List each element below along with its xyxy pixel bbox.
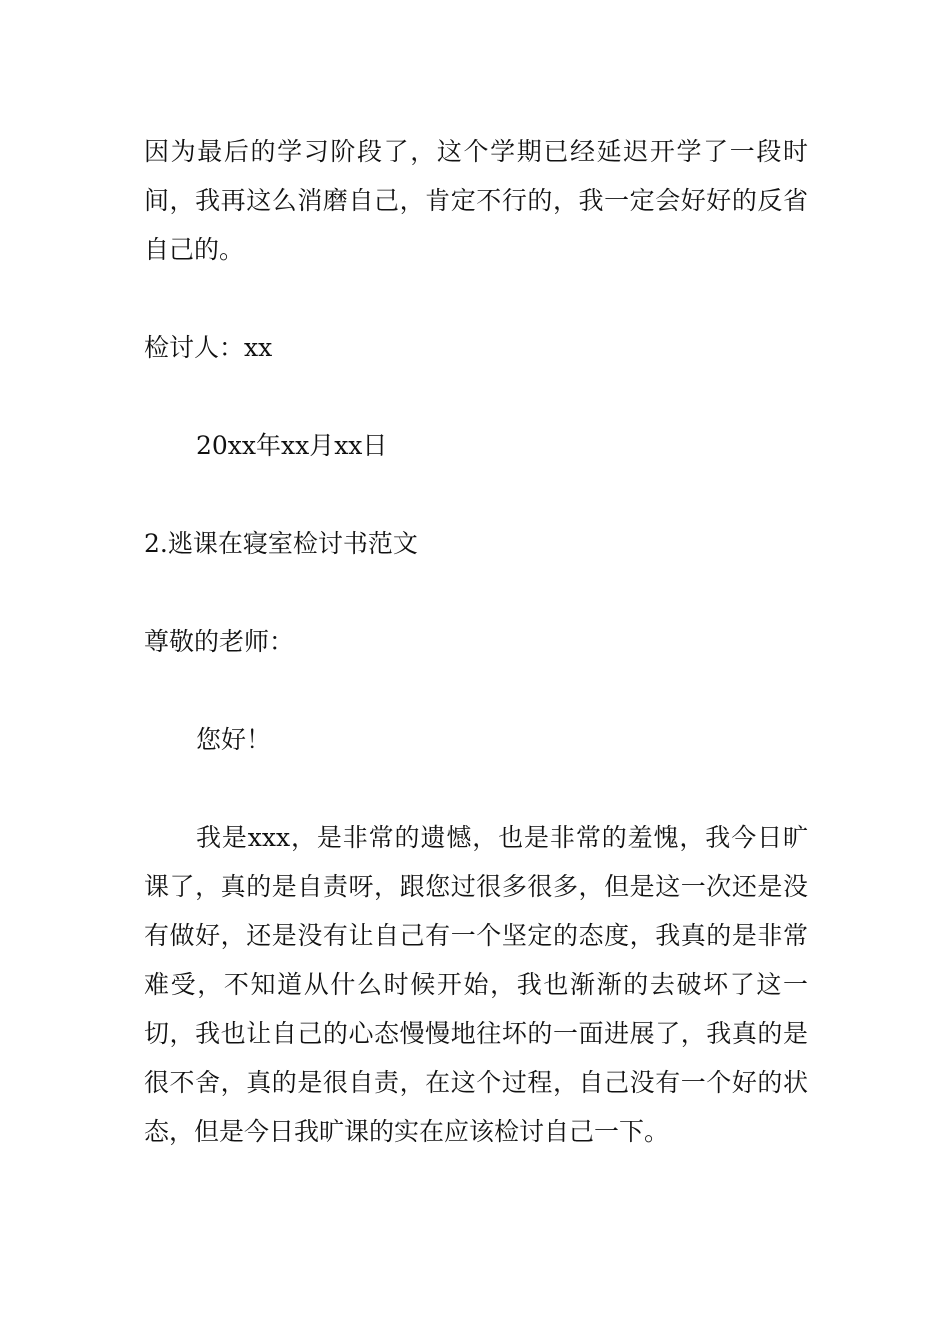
date-line: 20xx年xx月xx日 — [196, 431, 388, 460]
signer-line: 检讨人：xx — [144, 333, 273, 362]
section-heading: 2.逃课在寝室检讨书范文 — [144, 529, 418, 558]
document-body — [144, 127, 808, 1156]
salutation: 尊敬的老师： — [144, 627, 295, 656]
paragraph-body: 我是xxx，是非常的遗憾，也是非常的羞愧，我今日旷课了，真的是自责呀，跟您过很多很多，但是这一次还是没有做好，还是没有让自己有一个坚定的态度，我真的是非常难受，不知道从什么时候开始，我也渐渐的去破坏了这一切，我也让自己的心态慢慢地往坏的一面进展了，我真的是很不舍，真的是很自责，在这个过程，自己没有一个好的状态，但是今日我旷课的实在应该检讨自己一下。 — [144, 823, 808, 1146]
paragraph-closing-reflection: 因为最后的学习阶段了，这个学期已经延迟开学了一段时间，我再这么消磨自己，肯定不行的，我一定会好好的反省自己的。 — [144, 137, 808, 264]
greeting: 您好！ — [196, 725, 272, 754]
